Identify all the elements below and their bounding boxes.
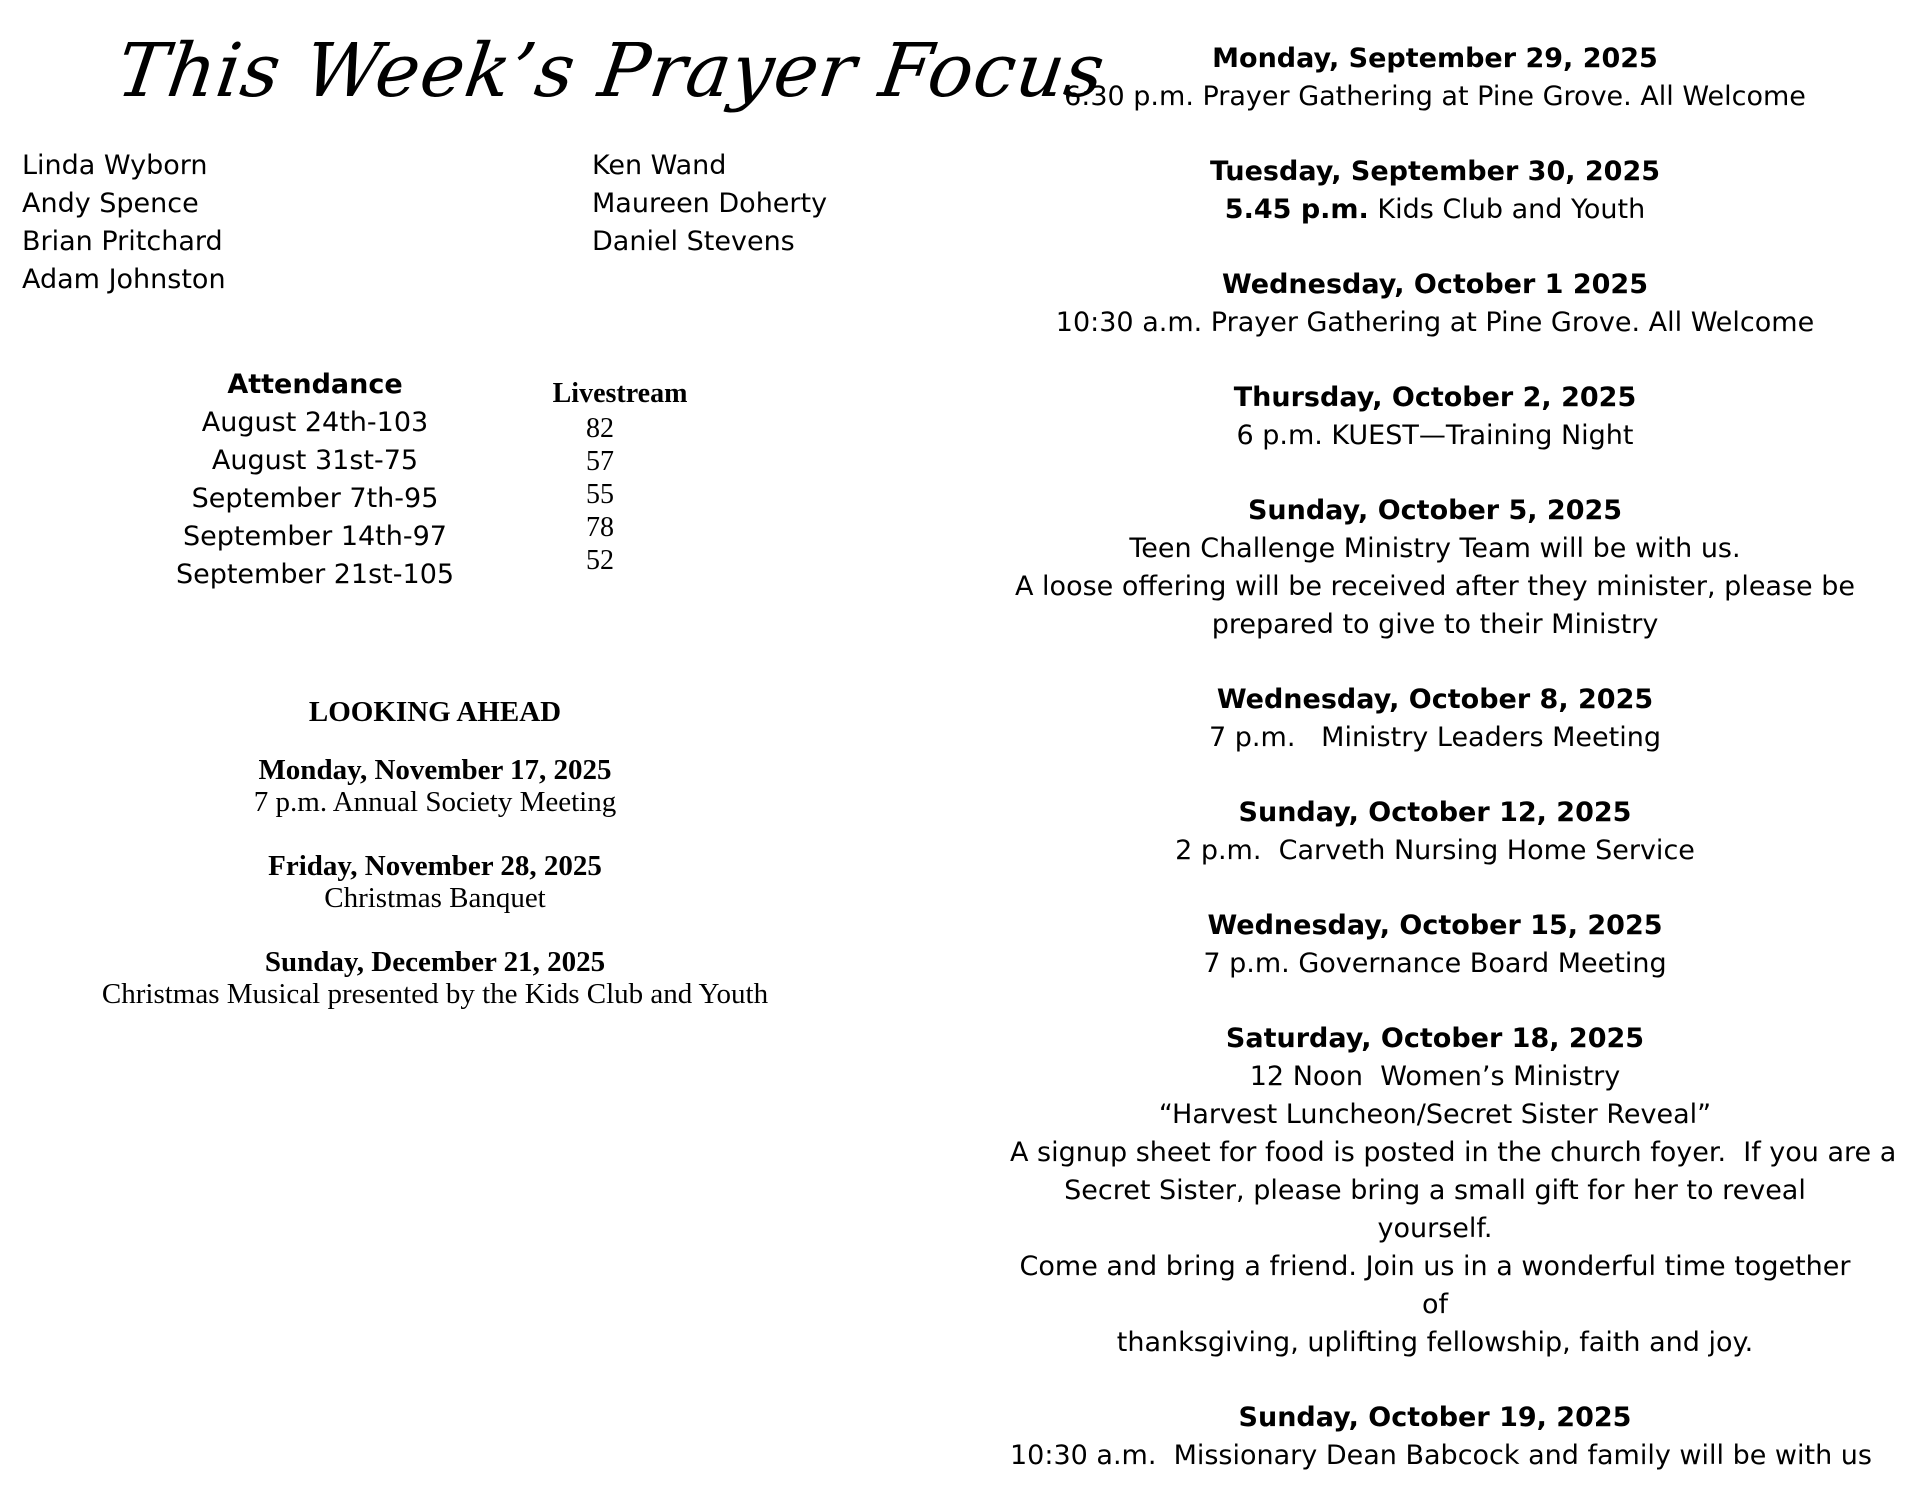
event-text: Kids Club and Youth: [1377, 194, 1646, 225]
schedule-event: [1010, 379, 1860, 455]
prayer-name: Andy Spence: [22, 188, 199, 219]
event-date: Wednesday, October 15, 2025: [1207, 910, 1663, 941]
event-line: [1010, 191, 1860, 229]
event-date: Sunday, October 19, 2025: [1238, 1402, 1632, 1433]
prayer-name: Ken Wand: [592, 150, 727, 181]
event-description: 7 p.m. Annual Society Meeting: [253, 786, 617, 818]
event-line: A signup sheet for food is posted in the church foyer. If you are a: [1010, 1137, 1897, 1168]
event-line: prepared to give to their Ministry: [1211, 609, 1659, 640]
prayer-names-left: [22, 147, 226, 299]
looking-ahead-event: [40, 850, 830, 914]
attendance-entry: August 31st-75: [211, 445, 419, 476]
event-line: Come and bring a friend. Join us in a wonderful time together of: [1019, 1251, 1851, 1320]
schedule-event: [1010, 794, 1860, 870]
attendance-list: [160, 366, 470, 594]
schedule-event: [1010, 492, 1860, 644]
livestream-list: [540, 376, 700, 577]
prayer-names-right: [592, 147, 827, 261]
event-line: 6:30 p.m. Prayer Gathering at Pine Grove. All Welcome: [1064, 81, 1806, 112]
event-date: Sunday, December 21, 2025: [264, 946, 606, 978]
event-line: Secret Sister, please bring a small gift for her to reveal yourself.: [1064, 1175, 1806, 1244]
event-line: A loose offering will be received after they minister, please be: [1015, 571, 1855, 602]
event-date: Sunday, October 5, 2025: [1247, 495, 1623, 526]
event-line: 12 Noon Women’s Ministry: [1249, 1061, 1621, 1092]
attendance-entry: August 24th-103: [201, 407, 429, 438]
event-line: 7 p.m. Ministry Leaders Meeting: [1209, 722, 1661, 753]
looking-ahead-title: LOOKING AHEAD: [308, 696, 562, 728]
event-date: Monday, November 17, 2025: [258, 754, 612, 786]
livestream-value: 52: [586, 545, 614, 576]
event-description: Christmas Musical presented by the Kids Club and Youth: [101, 978, 769, 1010]
livestream-value: 82: [586, 413, 614, 444]
event-date: Wednesday, October 8, 2025: [1216, 684, 1654, 715]
event-line: Teen Challenge Ministry Team will be with us.: [1129, 533, 1741, 564]
event-date: Thursday, October 2, 2025: [1233, 382, 1637, 413]
prayer-name: Maureen Doherty: [592, 188, 828, 219]
looking-ahead-event: [40, 946, 830, 1010]
schedule-event: [1010, 153, 1860, 229]
event-line: 10:30 a.m. Prayer Gathering at Pine Grove. All Welcome: [1055, 307, 1815, 338]
attendance-entry: September 14th-97: [183, 521, 447, 552]
event-date: Monday, September 29, 2025: [1212, 43, 1658, 74]
prayer-name: Adam Johnston: [22, 264, 226, 295]
attendance-entry: September 21st-105: [175, 559, 455, 590]
schedule-event: [1010, 1399, 1872, 1475]
livestream-heading: Livestream: [552, 378, 688, 409]
livestream-value: 55: [586, 479, 614, 510]
attendance-heading: Attendance: [227, 369, 403, 400]
event-line: 7 p.m. Governance Board Meeting: [1203, 948, 1667, 979]
schedule-event: [1010, 1020, 1897, 1362]
livestream-value: 57: [586, 446, 614, 477]
schedule-event: [1010, 681, 1860, 757]
looking-ahead-event: [40, 754, 830, 818]
looking-ahead-section: [40, 692, 830, 1042]
prayer-focus-title: This Week’s Prayer Focus: [111, 28, 1111, 114]
weekly-schedule: [1010, 40, 1897, 1512]
schedule-event: [1010, 40, 1860, 116]
event-date: Tuesday, September 30, 2025: [1209, 156, 1661, 187]
event-line: 2 p.m. Carveth Nursing Home Service: [1175, 835, 1695, 866]
event-line: “Harvest Luncheon/Secret Sister Reveal”: [1158, 1099, 1712, 1130]
event-date: Wednesday, October 1 2025: [1221, 269, 1649, 300]
prayer-name: Linda Wyborn: [22, 150, 208, 181]
event-line: 6 p.m. KUEST—Training Night: [1236, 420, 1634, 451]
schedule-event: [1010, 907, 1860, 983]
prayer-name: Daniel Stevens: [592, 226, 795, 257]
event-date: Friday, November 28, 2025: [268, 850, 602, 882]
event-time: 5.45 p.m.: [1224, 194, 1369, 225]
event-date: Sunday, October 12, 2025: [1238, 797, 1632, 828]
attendance-entry: September 7th-95: [191, 483, 439, 514]
event-line: thanksgiving, uplifting fellowship, faith and joy.: [1116, 1327, 1754, 1358]
livestream-value: 78: [586, 512, 614, 543]
event-date: Saturday, October 18, 2025: [1225, 1023, 1645, 1054]
prayer-name: Brian Pritchard: [22, 226, 223, 257]
schedule-event: [1010, 266, 1860, 342]
event-line: 10:30 a.m. Missionary Dean Babcock and family will be with us: [1010, 1440, 1872, 1471]
event-description: Christmas Banquet: [324, 882, 546, 914]
